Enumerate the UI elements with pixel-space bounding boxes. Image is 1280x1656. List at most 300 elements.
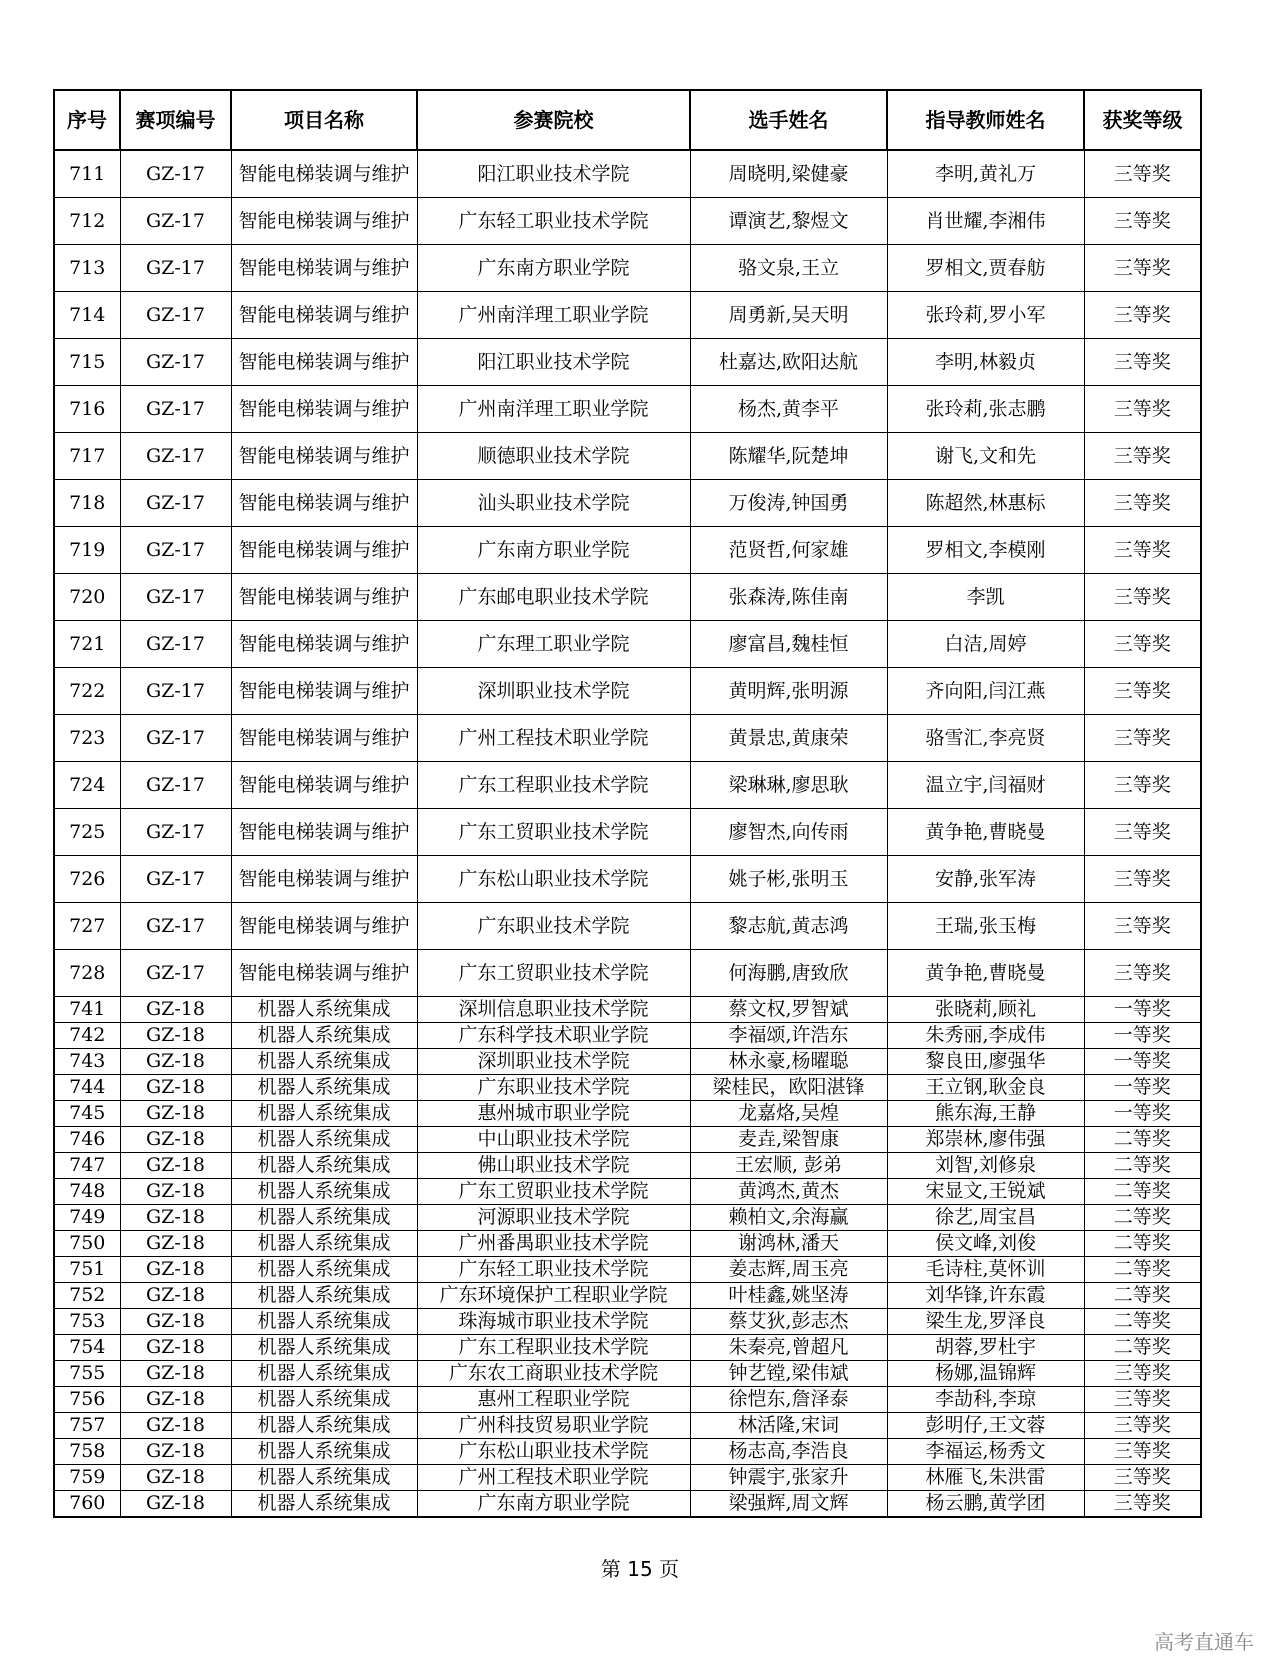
table-row xyxy=(54,997,1201,1023)
cell-teachers: 白洁,周婷 xyxy=(887,621,1084,668)
cell-teachers: 杨云鹏,黄学团 xyxy=(887,1491,1084,1518)
cell-event-code: GZ-17 xyxy=(120,621,231,668)
cell-event-code: GZ-18 xyxy=(120,1153,231,1179)
cell-contestants: 钟震宇,张家升 xyxy=(690,1465,887,1491)
header-school: 参赛院校 xyxy=(417,90,690,150)
cell-project: 智能电梯装调与维护 xyxy=(231,809,417,856)
cell-school: 广东轻工职业技术学院 xyxy=(417,1257,690,1283)
cell-award: 二等奖 xyxy=(1084,1127,1201,1153)
table-row xyxy=(54,527,1201,574)
cell-teachers: 杨娜,温锦辉 xyxy=(887,1361,1084,1387)
cell-school: 珠海城市职业技术学院 xyxy=(417,1309,690,1335)
cell-award: 三等奖 xyxy=(1084,574,1201,621)
cell-school: 广东工贸职业技术学院 xyxy=(417,1179,690,1205)
cell-contestants: 万俊涛,钟国勇 xyxy=(690,480,887,527)
cell-project: 智能电梯装调与维护 xyxy=(231,386,417,433)
cell-contestants: 梁桂民，欧阳湛锋 xyxy=(690,1075,887,1101)
cell-event-code: GZ-17 xyxy=(120,856,231,903)
cell-contestants: 黄鸿杰,黄杰 xyxy=(690,1179,887,1205)
header-project: 项目名称 xyxy=(231,90,417,150)
cell-teachers: 刘华锋,许东霞 xyxy=(887,1283,1084,1309)
table-row xyxy=(54,1153,1201,1179)
cell-event-code: GZ-17 xyxy=(120,480,231,527)
table-header xyxy=(54,90,1201,150)
cell-seq: 723 xyxy=(54,715,120,762)
table-row xyxy=(54,292,1201,339)
table-row xyxy=(54,1023,1201,1049)
cell-school: 广东松山职业技术学院 xyxy=(417,1439,690,1465)
cell-school: 汕头职业技术学院 xyxy=(417,480,690,527)
cell-school: 广东南方职业学院 xyxy=(417,1491,690,1518)
cell-school: 广东南方职业学院 xyxy=(417,527,690,574)
cell-project: 机器人系统集成 xyxy=(231,1309,417,1335)
cell-event-code: GZ-17 xyxy=(120,245,231,292)
cell-seq: 759 xyxy=(54,1465,120,1491)
cell-event-code: GZ-17 xyxy=(120,386,231,433)
cell-award: 三等奖 xyxy=(1084,292,1201,339)
cell-school: 广东工程职业技术学院 xyxy=(417,1335,690,1361)
cell-school: 广州番禺职业技术学院 xyxy=(417,1231,690,1257)
cell-project: 机器人系统集成 xyxy=(231,1049,417,1075)
cell-event-code: GZ-18 xyxy=(120,1465,231,1491)
table-row xyxy=(54,1231,1201,1257)
cell-project: 智能电梯装调与维护 xyxy=(231,950,417,997)
table-row xyxy=(54,1101,1201,1127)
cell-school: 广州科技贸易职业学院 xyxy=(417,1413,690,1439)
cell-contestants: 梁琳琳,廖思耿 xyxy=(690,762,887,809)
cell-award: 二等奖 xyxy=(1084,1283,1201,1309)
table-row xyxy=(54,856,1201,903)
cell-contestants: 何海鹏,唐致欣 xyxy=(690,950,887,997)
cell-contestants: 李福颂,许浩东 xyxy=(690,1023,887,1049)
table-row xyxy=(54,1361,1201,1387)
cell-teachers: 毛诗柱,莫怀训 xyxy=(887,1257,1084,1283)
cell-award: 三等奖 xyxy=(1084,762,1201,809)
cell-project: 机器人系统集成 xyxy=(231,1335,417,1361)
cell-award: 三等奖 xyxy=(1084,950,1201,997)
cell-school: 河源职业技术学院 xyxy=(417,1205,690,1231)
cell-award: 二等奖 xyxy=(1084,1153,1201,1179)
cell-teachers: 侯文峰,刘俊 xyxy=(887,1231,1084,1257)
cell-seq: 746 xyxy=(54,1127,120,1153)
cell-project: 智能电梯装调与维护 xyxy=(231,433,417,480)
cell-teachers: 李明,林毅贞 xyxy=(887,339,1084,386)
cell-event-code: GZ-18 xyxy=(120,1023,231,1049)
cell-seq: 721 xyxy=(54,621,120,668)
cell-teachers: 齐向阳,闫江燕 xyxy=(887,668,1084,715)
cell-award: 一等奖 xyxy=(1084,997,1201,1023)
cell-project: 机器人系统集成 xyxy=(231,1257,417,1283)
cell-award: 三等奖 xyxy=(1084,621,1201,668)
cell-teachers: 刘智,刘修泉 xyxy=(887,1153,1084,1179)
cell-project: 智能电梯装调与维护 xyxy=(231,715,417,762)
cell-project: 机器人系统集成 xyxy=(231,1127,417,1153)
cell-project: 智能电梯装调与维护 xyxy=(231,621,417,668)
cell-event-code: GZ-18 xyxy=(120,1439,231,1465)
cell-event-code: GZ-18 xyxy=(120,1413,231,1439)
table-row xyxy=(54,1439,1201,1465)
cell-event-code: GZ-17 xyxy=(120,762,231,809)
cell-project: 机器人系统集成 xyxy=(231,1439,417,1465)
cell-event-code: GZ-18 xyxy=(120,1049,231,1075)
cell-project: 机器人系统集成 xyxy=(231,1153,417,1179)
cell-event-code: GZ-18 xyxy=(120,1387,231,1413)
cell-award: 一等奖 xyxy=(1084,1101,1201,1127)
cell-seq: 744 xyxy=(54,1075,120,1101)
table-row xyxy=(54,809,1201,856)
cell-contestants: 陈耀华,阮楚坤 xyxy=(690,433,887,480)
cell-school: 深圳职业技术学院 xyxy=(417,1049,690,1075)
cell-event-code: GZ-18 xyxy=(120,1309,231,1335)
cell-contestants: 周勇新,吴天明 xyxy=(690,292,887,339)
cell-award: 二等奖 xyxy=(1084,1205,1201,1231)
cell-teachers: 王立钢,耿金良 xyxy=(887,1075,1084,1101)
table-row xyxy=(54,1127,1201,1153)
cell-seq: 717 xyxy=(54,433,120,480)
header-contestants: 选手姓名 xyxy=(690,90,887,150)
cell-award: 一等奖 xyxy=(1084,1049,1201,1075)
cell-contestants: 廖智杰,向传雨 xyxy=(690,809,887,856)
cell-event-code: GZ-17 xyxy=(120,950,231,997)
header-award: 获奖等级 xyxy=(1084,90,1201,150)
cell-teachers: 郑崇林,廖伟强 xyxy=(887,1127,1084,1153)
cell-seq: 726 xyxy=(54,856,120,903)
cell-school: 广东职业技术学院 xyxy=(417,1075,690,1101)
cell-seq: 758 xyxy=(54,1439,120,1465)
cell-school: 惠州城市职业学院 xyxy=(417,1101,690,1127)
cell-seq: 755 xyxy=(54,1361,120,1387)
cell-teachers: 李明,黄礼万 xyxy=(887,150,1084,198)
cell-award: 三等奖 xyxy=(1084,1491,1201,1518)
cell-contestants: 黄明辉,张明源 xyxy=(690,668,887,715)
cell-contestants: 范贤哲,何家雄 xyxy=(690,527,887,574)
cell-event-code: GZ-18 xyxy=(120,1231,231,1257)
table-row xyxy=(54,668,1201,715)
cell-contestants: 杨杰,黄李平 xyxy=(690,386,887,433)
table-row xyxy=(54,762,1201,809)
cell-contestants: 杨志高,李浩良 xyxy=(690,1439,887,1465)
cell-award: 三等奖 xyxy=(1084,386,1201,433)
cell-seq: 760 xyxy=(54,1491,120,1518)
cell-school: 中山职业技术学院 xyxy=(417,1127,690,1153)
table-row xyxy=(54,1179,1201,1205)
cell-seq: 742 xyxy=(54,1023,120,1049)
cell-award: 三等奖 xyxy=(1084,245,1201,292)
cell-contestants: 姜志辉,周玉亮 xyxy=(690,1257,887,1283)
cell-contestants: 谢鸿林,潘天 xyxy=(690,1231,887,1257)
cell-teachers: 朱秀丽,李成伟 xyxy=(887,1023,1084,1049)
cell-school: 阳江职业技术学院 xyxy=(417,339,690,386)
cell-event-code: GZ-17 xyxy=(120,433,231,480)
cell-teachers: 王瑞,张玉梅 xyxy=(887,903,1084,950)
cell-project: 机器人系统集成 xyxy=(231,1491,417,1518)
cell-award: 三等奖 xyxy=(1084,715,1201,762)
cell-contestants: 廖富昌,魏桂恒 xyxy=(690,621,887,668)
cell-award: 三等奖 xyxy=(1084,339,1201,386)
cell-teachers: 胡蓉,罗杜宇 xyxy=(887,1335,1084,1361)
cell-project: 机器人系统集成 xyxy=(231,1413,417,1439)
cell-seq: 715 xyxy=(54,339,120,386)
cell-school: 深圳职业技术学院 xyxy=(417,668,690,715)
cell-school: 广东邮电职业技术学院 xyxy=(417,574,690,621)
cell-seq: 728 xyxy=(54,950,120,997)
cell-award: 三等奖 xyxy=(1084,1413,1201,1439)
page-number: 第 15 页 xyxy=(600,1557,680,1581)
cell-school: 广东轻工职业技术学院 xyxy=(417,198,690,245)
cell-project: 智能电梯装调与维护 xyxy=(231,245,417,292)
cell-seq: 753 xyxy=(54,1309,120,1335)
cell-event-code: GZ-17 xyxy=(120,292,231,339)
cell-event-code: GZ-18 xyxy=(120,1101,231,1127)
table-row xyxy=(54,1413,1201,1439)
cell-school: 广东科学技术职业学院 xyxy=(417,1023,690,1049)
watermark: 高考直通车 xyxy=(1154,1630,1254,1654)
cell-seq: 757 xyxy=(54,1413,120,1439)
table-row xyxy=(54,1335,1201,1361)
cell-school: 佛山职业技术学院 xyxy=(417,1153,690,1179)
cell-award: 三等奖 xyxy=(1084,809,1201,856)
cell-contestants: 林永豪,杨曜聪 xyxy=(690,1049,887,1075)
cell-award: 三等奖 xyxy=(1084,150,1201,198)
cell-event-code: GZ-17 xyxy=(120,668,231,715)
cell-teachers: 李劼科,李琼 xyxy=(887,1387,1084,1413)
cell-seq: 756 xyxy=(54,1387,120,1413)
cell-school: 广州工程技术职业学院 xyxy=(417,1465,690,1491)
table-row xyxy=(54,1075,1201,1101)
cell-school: 广东职业技术学院 xyxy=(417,903,690,950)
cell-project: 机器人系统集成 xyxy=(231,1361,417,1387)
cell-seq: 741 xyxy=(54,997,120,1023)
table-row xyxy=(54,1049,1201,1075)
cell-award: 二等奖 xyxy=(1084,1257,1201,1283)
header-row xyxy=(54,90,1201,150)
cell-project: 机器人系统集成 xyxy=(231,997,417,1023)
cell-teachers: 黄争艳,曹晓曼 xyxy=(887,950,1084,997)
cell-teachers: 李凯 xyxy=(887,574,1084,621)
table-row xyxy=(54,1465,1201,1491)
cell-event-code: GZ-17 xyxy=(120,339,231,386)
cell-award: 一等奖 xyxy=(1084,1075,1201,1101)
cell-award: 二等奖 xyxy=(1084,1179,1201,1205)
cell-project: 机器人系统集成 xyxy=(231,1387,417,1413)
cell-teachers: 骆雪汇,李亮贤 xyxy=(887,715,1084,762)
table-row xyxy=(54,1387,1201,1413)
cell-teachers: 梁生龙,罗泽良 xyxy=(887,1309,1084,1335)
cell-seq: 727 xyxy=(54,903,120,950)
cell-school: 广东工贸职业技术学院 xyxy=(417,950,690,997)
cell-school: 广州南洋理工职业学院 xyxy=(417,386,690,433)
cell-seq: 711 xyxy=(54,150,120,198)
cell-contestants: 龙嘉烙,吴煌 xyxy=(690,1101,887,1127)
cell-event-code: GZ-18 xyxy=(120,1205,231,1231)
cell-project: 机器人系统集成 xyxy=(231,1179,417,1205)
cell-event-code: GZ-17 xyxy=(120,903,231,950)
cell-project: 智能电梯装调与维护 xyxy=(231,762,417,809)
cell-award: 三等奖 xyxy=(1084,856,1201,903)
cell-project: 机器人系统集成 xyxy=(231,1283,417,1309)
header-seq: 序号 xyxy=(54,90,120,150)
table-row xyxy=(54,245,1201,292)
cell-event-code: GZ-18 xyxy=(120,1361,231,1387)
cell-seq: 719 xyxy=(54,527,120,574)
cell-teachers: 安静,张军涛 xyxy=(887,856,1084,903)
cell-seq: 713 xyxy=(54,245,120,292)
cell-teachers: 宋显文,王锐斌 xyxy=(887,1179,1084,1205)
cell-teachers: 彭明仔,王文蓉 xyxy=(887,1413,1084,1439)
cell-contestants: 叶桂鑫,姚坚涛 xyxy=(690,1283,887,1309)
cell-award: 三等奖 xyxy=(1084,1361,1201,1387)
cell-seq: 720 xyxy=(54,574,120,621)
cell-teachers: 张玲莉,张志鹏 xyxy=(887,386,1084,433)
cell-contestants: 蔡艾狄,彭志杰 xyxy=(690,1309,887,1335)
cell-project: 机器人系统集成 xyxy=(231,1205,417,1231)
cell-seq: 725 xyxy=(54,809,120,856)
cell-contestants: 黄景忠,黄康荣 xyxy=(690,715,887,762)
cell-seq: 747 xyxy=(54,1153,120,1179)
cell-award: 一等奖 xyxy=(1084,1023,1201,1049)
table-row xyxy=(54,950,1201,997)
cell-contestants: 钟艺镗,梁伟斌 xyxy=(690,1361,887,1387)
cell-seq: 743 xyxy=(54,1049,120,1075)
table-row xyxy=(54,339,1201,386)
cell-seq: 745 xyxy=(54,1101,120,1127)
table-row xyxy=(54,1491,1201,1518)
cell-contestants: 梁强辉,周文辉 xyxy=(690,1491,887,1518)
cell-event-code: GZ-17 xyxy=(120,574,231,621)
cell-seq: 712 xyxy=(54,198,120,245)
cell-award: 三等奖 xyxy=(1084,1387,1201,1413)
cell-award: 三等奖 xyxy=(1084,527,1201,574)
cell-project: 智能电梯装调与维护 xyxy=(231,339,417,386)
cell-school: 惠州工程职业学院 xyxy=(417,1387,690,1413)
cell-contestants: 张森涛,陈佳南 xyxy=(690,574,887,621)
cell-event-code: GZ-17 xyxy=(120,715,231,762)
cell-teachers: 陈超然,林惠标 xyxy=(887,480,1084,527)
table-row xyxy=(54,480,1201,527)
cell-contestants: 周晓明,梁健豪 xyxy=(690,150,887,198)
header-teachers: 指导教师姓名 xyxy=(887,90,1084,150)
cell-event-code: GZ-18 xyxy=(120,997,231,1023)
cell-award: 二等奖 xyxy=(1084,1335,1201,1361)
cell-school: 广东工程职业技术学院 xyxy=(417,762,690,809)
cell-contestants: 林活隆,宋词 xyxy=(690,1413,887,1439)
cell-project: 智能电梯装调与维护 xyxy=(231,668,417,715)
table-row xyxy=(54,574,1201,621)
table-row xyxy=(54,1309,1201,1335)
cell-school: 广东环境保护工程职业学院 xyxy=(417,1283,690,1309)
table-row xyxy=(54,1205,1201,1231)
cell-project: 机器人系统集成 xyxy=(231,1231,417,1257)
cell-teachers: 罗相文,李模刚 xyxy=(887,527,1084,574)
cell-school: 顺德职业技术学院 xyxy=(417,433,690,480)
cell-seq: 754 xyxy=(54,1335,120,1361)
table-row xyxy=(54,150,1201,198)
cell-contestants: 蔡文权,罗智斌 xyxy=(690,997,887,1023)
cell-teachers: 黄争艳,曹晓曼 xyxy=(887,809,1084,856)
cell-school: 广东松山职业技术学院 xyxy=(417,856,690,903)
cell-contestants: 杜嘉达,欧阳达航 xyxy=(690,339,887,386)
cell-seq: 718 xyxy=(54,480,120,527)
table-row xyxy=(54,715,1201,762)
cell-award: 二等奖 xyxy=(1084,1231,1201,1257)
cell-teachers: 林雁飞,朱洪雷 xyxy=(887,1465,1084,1491)
cell-contestants: 朱秦亮,曾超凡 xyxy=(690,1335,887,1361)
cell-school: 广东农工商职业技术学院 xyxy=(417,1361,690,1387)
cell-project: 机器人系统集成 xyxy=(231,1023,417,1049)
cell-project: 机器人系统集成 xyxy=(231,1465,417,1491)
cell-contestants: 骆文泉,王立 xyxy=(690,245,887,292)
cell-award: 三等奖 xyxy=(1084,668,1201,715)
cell-contestants: 黎志航,黄志鸿 xyxy=(690,903,887,950)
cell-event-code: GZ-18 xyxy=(120,1075,231,1101)
cell-event-code: GZ-17 xyxy=(120,198,231,245)
cell-teachers: 张玲莉,罗小军 xyxy=(887,292,1084,339)
awards-table xyxy=(53,89,1202,1518)
cell-contestants: 姚子彬,张明玉 xyxy=(690,856,887,903)
table-body xyxy=(54,150,1201,1517)
cell-teachers: 张晓莉,顾礼 xyxy=(887,997,1084,1023)
cell-seq: 752 xyxy=(54,1283,120,1309)
cell-award: 三等奖 xyxy=(1084,1465,1201,1491)
cell-teachers: 徐艺,周宝昌 xyxy=(887,1205,1084,1231)
cell-project: 智能电梯装调与维护 xyxy=(231,198,417,245)
cell-seq: 722 xyxy=(54,668,120,715)
cell-contestants: 麦垚,梁智康 xyxy=(690,1127,887,1153)
cell-project: 智能电梯装调与维护 xyxy=(231,856,417,903)
cell-school: 广东南方职业学院 xyxy=(417,245,690,292)
table-row xyxy=(54,1257,1201,1283)
cell-teachers: 李福运,杨秀文 xyxy=(887,1439,1084,1465)
cell-contestants: 徐恺东,詹泽泰 xyxy=(690,1387,887,1413)
cell-seq: 714 xyxy=(54,292,120,339)
cell-school: 阳江职业技术学院 xyxy=(417,150,690,198)
cell-project: 机器人系统集成 xyxy=(231,1101,417,1127)
cell-project: 机器人系统集成 xyxy=(231,1075,417,1101)
cell-award: 三等奖 xyxy=(1084,480,1201,527)
cell-teachers: 温立宇,闫福财 xyxy=(887,762,1084,809)
cell-award: 二等奖 xyxy=(1084,1309,1201,1335)
cell-seq: 749 xyxy=(54,1205,120,1231)
cell-event-code: GZ-18 xyxy=(120,1257,231,1283)
cell-event-code: GZ-17 xyxy=(120,527,231,574)
cell-school: 广东工贸职业技术学院 xyxy=(417,809,690,856)
cell-seq: 748 xyxy=(54,1179,120,1205)
cell-event-code: GZ-18 xyxy=(120,1127,231,1153)
cell-seq: 750 xyxy=(54,1231,120,1257)
cell-contestants: 谭演艺,黎煜文 xyxy=(690,198,887,245)
cell-school: 广州南洋理工职业学院 xyxy=(417,292,690,339)
header-event-code: 赛项编号 xyxy=(120,90,231,150)
table-row xyxy=(54,621,1201,668)
cell-award: 三等奖 xyxy=(1084,903,1201,950)
table-row xyxy=(54,198,1201,245)
table-row xyxy=(54,433,1201,480)
cell-teachers: 谢飞,文和先 xyxy=(887,433,1084,480)
cell-event-code: GZ-17 xyxy=(120,150,231,198)
cell-teachers: 黎良田,廖强华 xyxy=(887,1049,1084,1075)
cell-event-code: GZ-18 xyxy=(120,1491,231,1518)
cell-award: 三等奖 xyxy=(1084,198,1201,245)
cell-school: 深圳信息职业技术学院 xyxy=(417,997,690,1023)
cell-teachers: 肖世耀,李湘伟 xyxy=(887,198,1084,245)
cell-project: 智能电梯装调与维护 xyxy=(231,903,417,950)
cell-seq: 751 xyxy=(54,1257,120,1283)
table-row xyxy=(54,903,1201,950)
cell-award: 三等奖 xyxy=(1084,433,1201,480)
cell-teachers: 罗相文,贾春舫 xyxy=(887,245,1084,292)
cell-event-code: GZ-18 xyxy=(120,1179,231,1205)
table-row xyxy=(54,1283,1201,1309)
